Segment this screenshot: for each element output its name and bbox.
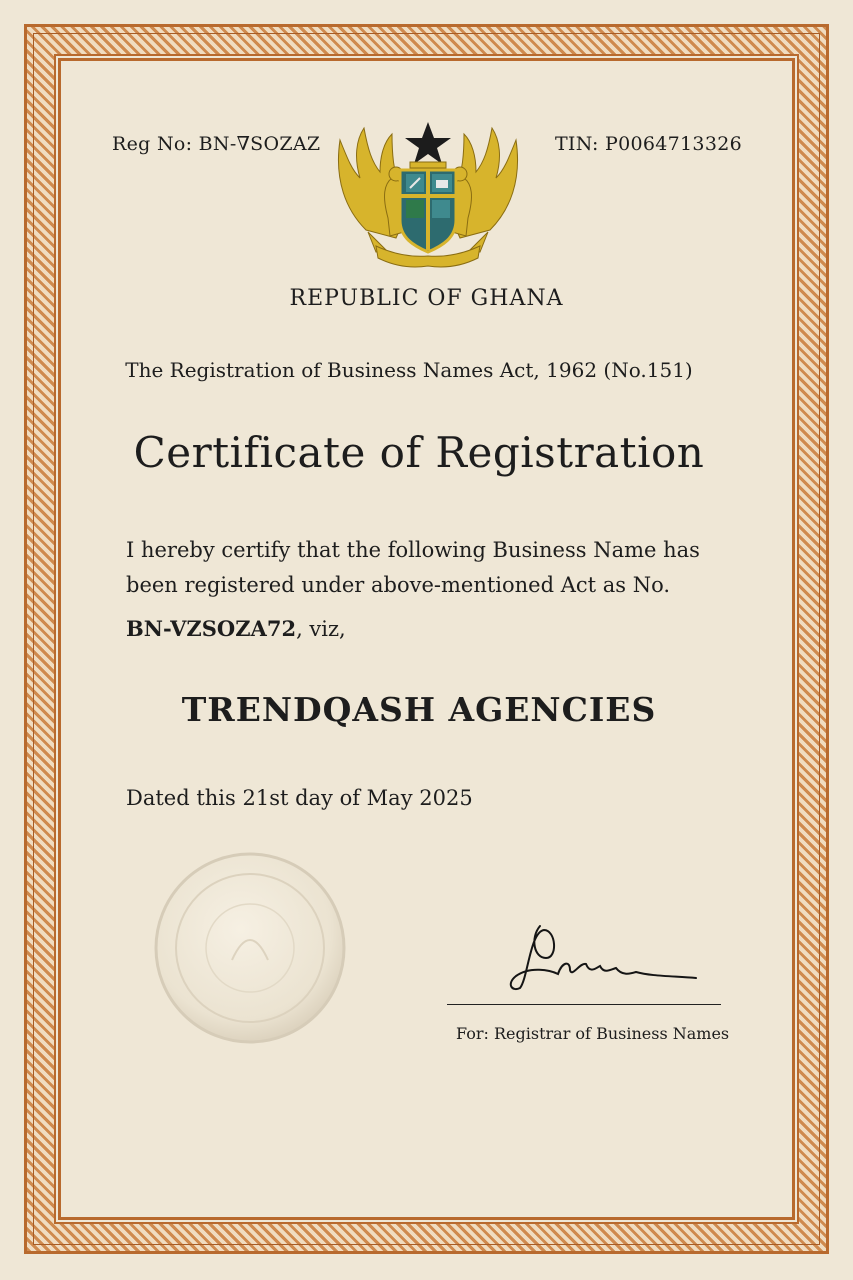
ghana-coat-of-arms-icon xyxy=(326,100,530,270)
registration-number: BN-VZSOZA72 xyxy=(126,616,297,641)
tin-label: TIN: P0064713326 xyxy=(554,133,742,155)
act-reference: The Registration of Business Names Act, 1962 (No.151) xyxy=(125,358,693,382)
registration-number-label: Reg No: BN-∇SOZAZ xyxy=(112,133,321,155)
signature-line xyxy=(447,1004,721,1005)
certification-statement: I hereby certify that the following Business Name has been registered under above-mentioned Act as No. xyxy=(126,538,700,597)
republic-heading: REPUBLIC OF GHANA xyxy=(289,286,564,311)
certificate-title: Certificate of Registration xyxy=(133,428,705,477)
registrar-label: For: Registrar of Business Names xyxy=(456,1024,730,1043)
registration-number-line xyxy=(126,616,346,641)
embossed-seal-icon xyxy=(152,850,348,1046)
business-name: TRENDQASH AGENCIES xyxy=(181,690,657,729)
registrar-signature-icon xyxy=(500,918,700,998)
registration-suffix: , viz, xyxy=(296,617,346,641)
date-statement: Dated this 21st day of May 2025 xyxy=(126,786,473,810)
